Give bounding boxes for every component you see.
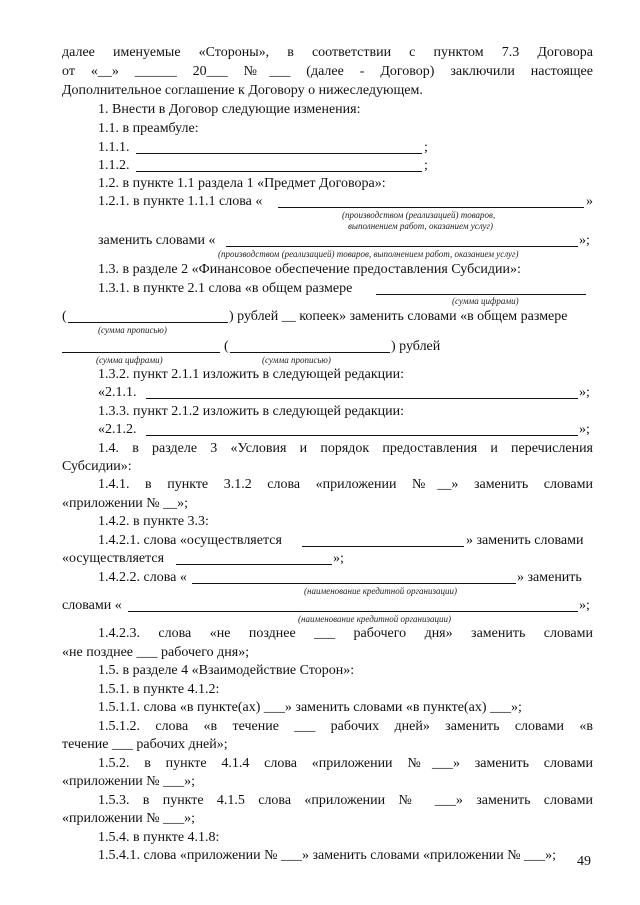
clause-text: «не позднее ___ рабочего дня»; [62, 645, 250, 660]
blank-line [128, 611, 578, 612]
clause-text: » заменить [517, 570, 582, 585]
clause-text: ) рублей __ копеек» заменить словами «в общем размере [229, 309, 568, 324]
clause-text: 1.5.4.1. слова «приложении № ___» заменить словами «приложении № ___»; [98, 848, 557, 863]
clause-end: »; [579, 598, 590, 613]
blank-line [68, 322, 228, 323]
clause-text: Субсидии»: [62, 459, 132, 474]
clause-heading: 1. Внести в Договор следующие изменения: [98, 102, 361, 117]
clause-heading: 1.2. в пункте 1.1 раздела 1 «Предмет Договора»: [98, 176, 386, 191]
blank-line [136, 171, 422, 172]
field-hint: (производством (реализацией) товаров, выполнением работ, оказанием услуг) [218, 249, 519, 259]
paragraph-line: далее именуемые «Стороны», в соответствии с пунктом 7.3 Договора [62, 45, 593, 60]
blank-line [278, 207, 584, 208]
field-hint: (сумма прописью) [98, 325, 167, 335]
clause-end: »; [579, 385, 590, 400]
paragraph-line: от «__» ______ 20___ №___ (далее - Договор) заключили настоящее [62, 64, 593, 79]
clause-end: ; [424, 140, 428, 155]
clause-label: 1.1.1. [98, 140, 130, 155]
blank-line [62, 352, 220, 353]
page-number: 49 [577, 854, 591, 869]
clause-text: » заменить словами [466, 533, 584, 548]
clause-heading: 1.3.2. пункт 2.1.1 изложить в следующей редакции: [98, 367, 404, 382]
clause-text: «приложении № __»; [62, 496, 189, 511]
clause-heading: 1.5.1. в пункте 4.1.2: [98, 682, 220, 697]
paragraph-line: Дополнительное соглашение к Договору о нижеследующем. [62, 83, 423, 98]
field-hint: выполнением работ, оказанием услуг) [348, 221, 494, 231]
clause-end: »; [333, 551, 344, 566]
field-hint: (сумма прописью) [262, 355, 331, 365]
clause-end: »; [579, 233, 590, 248]
field-hint: (наименование кредитной организации) [304, 586, 457, 596]
clause-heading: 1.5.4. в пункте 4.1.8: [98, 830, 220, 845]
clause-text: 1.5.1.2. слова «в течение ___ рабочих дней» заменить словами «в [98, 719, 593, 734]
clause-text: 1.4.2.3. слова «не позднее ___ рабочего дня» заменить словами [98, 626, 593, 641]
blank-line [136, 153, 422, 154]
clause-end: »; [579, 422, 590, 437]
field-hint: (сумма цифрами) [96, 355, 163, 365]
clause-label: «2.1.2. [98, 422, 137, 437]
clause-text: 1.4.2.2. слова « [98, 570, 187, 585]
blank-line [230, 352, 390, 353]
clause-text: ( [224, 339, 229, 354]
field-hint: (производством (реализацией) товаров, [342, 210, 496, 220]
blank-line [146, 435, 578, 436]
clause-text: «приложении № ___»; [62, 774, 196, 789]
clause-text: течение ___ рабочих дней»; [62, 737, 228, 752]
clause-text: 1.3.1. в пункте 2.1 слова «в общем размере [98, 281, 353, 296]
clause-text: 1.5.2. в пункте 4.1.4 слова «приложении №___» заменить словами [98, 756, 593, 771]
clause-text: ( [62, 309, 67, 324]
clause-text: 1.4. в разделе 3 «Условия и порядок предоставления и перечисления [98, 441, 593, 456]
clause-text: 1.2.1. в пункте 1.1.1 слова « [98, 194, 263, 209]
field-hint: (сумма цифрами) [452, 296, 519, 306]
clause-text: заменить словами « [98, 233, 216, 248]
clause-end: » [586, 194, 593, 209]
blank-line [302, 546, 464, 547]
blank-line [176, 564, 332, 565]
clause-text: 1.4.1. в пункте 3.1.2 слова «приложении №__» заменить словами [98, 477, 593, 492]
clause-heading: 1.1. в преамбуле: [98, 121, 199, 136]
clause-label: 1.1.2. [98, 158, 130, 173]
clause-text: 1.4.2.1. слова «осуществляется [98, 533, 282, 548]
clause-heading: 1.5. в разделе 4 «Взаимодействие Сторон»: [98, 663, 355, 678]
clause-text: «приложении № ___»; [62, 811, 196, 826]
clause-heading: 1.4.2. в пункте 3.3: [98, 514, 209, 529]
clause-text: ) рублей [391, 339, 441, 354]
clause-heading: 1.3. в разделе 2 «Финансовое обеспечение предоставления Субсидии»: [98, 262, 521, 277]
blank-line [376, 294, 586, 295]
field-hint: (наименование кредитной организации) [298, 614, 451, 624]
clause-heading: 1.3.3. пункт 2.1.2 изложить в следующей редакции: [98, 404, 404, 419]
blank-line [226, 246, 578, 247]
blank-line [146, 398, 578, 399]
blank-line [192, 583, 516, 584]
clause-label: «2.1.1. [98, 385, 137, 400]
clause-text: 1.5.1.1. слова «в пункте(ах) ___» заменить словами «в пункте(ах) ___»; [98, 700, 522, 715]
clause-text: словами « [62, 598, 122, 613]
clause-end: ; [424, 158, 428, 173]
clause-text: 1.5.3. в пункте 4.1.5 слова «приложении № ___» заменить словами [98, 793, 593, 808]
clause-text: «осуществляется [62, 551, 165, 566]
